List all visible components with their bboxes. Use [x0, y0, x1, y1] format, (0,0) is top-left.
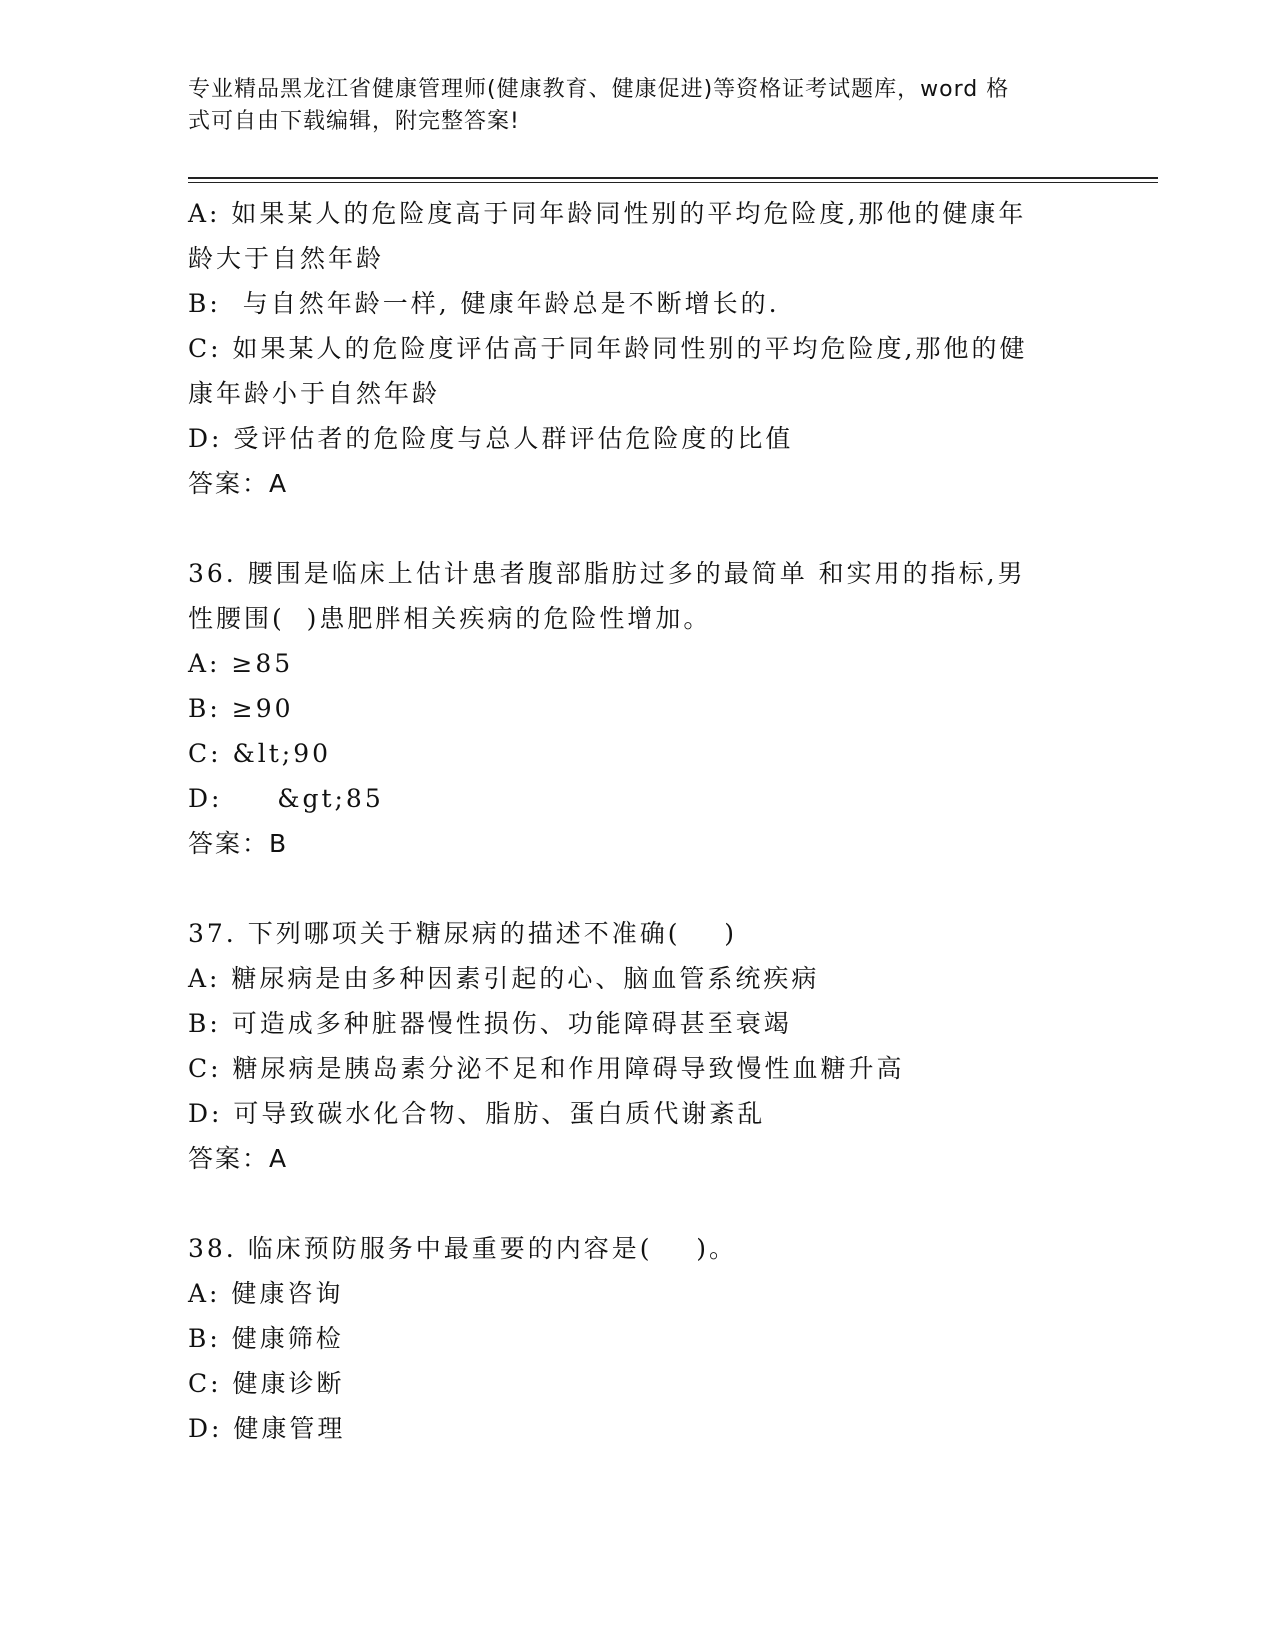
option-b: B: 与自然年龄一样, 健康年龄总是不断增长的. [188, 289, 780, 318]
option-d: D: 可导致碳水化合物、脂肪、蛋白质代谢紊乱 [188, 1099, 766, 1128]
question-stem-line-1: 36. 腰围是临床上估计患者腹部脂肪过多的最简单 和实用的指标,男 [188, 559, 1026, 588]
option-c-line-2: 康年龄小于自然年龄 [188, 379, 441, 408]
header-divider [188, 177, 1158, 183]
question-content [188, 191, 1088, 1451]
spacer [188, 506, 1088, 551]
option-a: A: ≥85 [188, 649, 294, 678]
option-a-line-2: 龄大于自然年龄 [188, 244, 385, 273]
question-36 [188, 551, 1088, 866]
option-a: A: 健康咨询 [188, 1279, 344, 1308]
option-c: C: 健康诊断 [188, 1369, 345, 1398]
option-a-line-1: A: 如果某人的危险度高于同年龄同性别的平均危险度,那他的健康年 [188, 199, 1027, 228]
option-c: C: &lt;90 [188, 739, 332, 768]
answer: 答案：A [188, 1144, 289, 1173]
page-header [188, 74, 1088, 138]
spacer [188, 1181, 1088, 1226]
option-b: B: 健康筛检 [188, 1324, 344, 1353]
option-b: B: 可造成多种脏器慢性损伤、功能障碍甚至衰竭 [188, 1009, 792, 1038]
question-35 [188, 191, 1088, 506]
question-stem: 37. 下列哪项关于糖尿病的描述不准确( ) [188, 919, 738, 948]
spacer [188, 866, 1088, 911]
option-d: D: 受评估者的危险度与总人群评估危险度的比值 [188, 424, 794, 453]
option-a: A: 糖尿病是由多种因素引起的心、脑血管系统疾病 [188, 964, 820, 993]
answer: 答案：B [188, 829, 289, 858]
option-c-line-1: C: 如果某人的危险度评估高于同年龄同性别的平均危险度,那他的健 [188, 334, 1028, 363]
option-c: C: 糖尿病是胰岛素分泌不足和作用障碍导致慢性血糖升高 [188, 1054, 905, 1083]
question-38 [188, 1226, 1088, 1451]
question-37 [188, 911, 1088, 1181]
option-d: D: 健康管理 [188, 1414, 346, 1443]
question-stem: 38. 临床预防服务中最重要的内容是( )。 [188, 1234, 738, 1263]
header-line-2: 式可自由下载编辑，附完整答案! [188, 109, 520, 134]
question-stem-line-2: 性腰围( )患肥胖相关疾病的危险性增加。 [188, 604, 712, 633]
option-d: D: &gt;85 [188, 784, 384, 813]
answer: 答案：A [188, 469, 289, 498]
option-b: B: ≥90 [188, 694, 294, 723]
header-line-1: 专业精品黑龙江省健康管理师(健康教育、健康促进)等资格证考试题库，word 格 [188, 77, 1010, 102]
